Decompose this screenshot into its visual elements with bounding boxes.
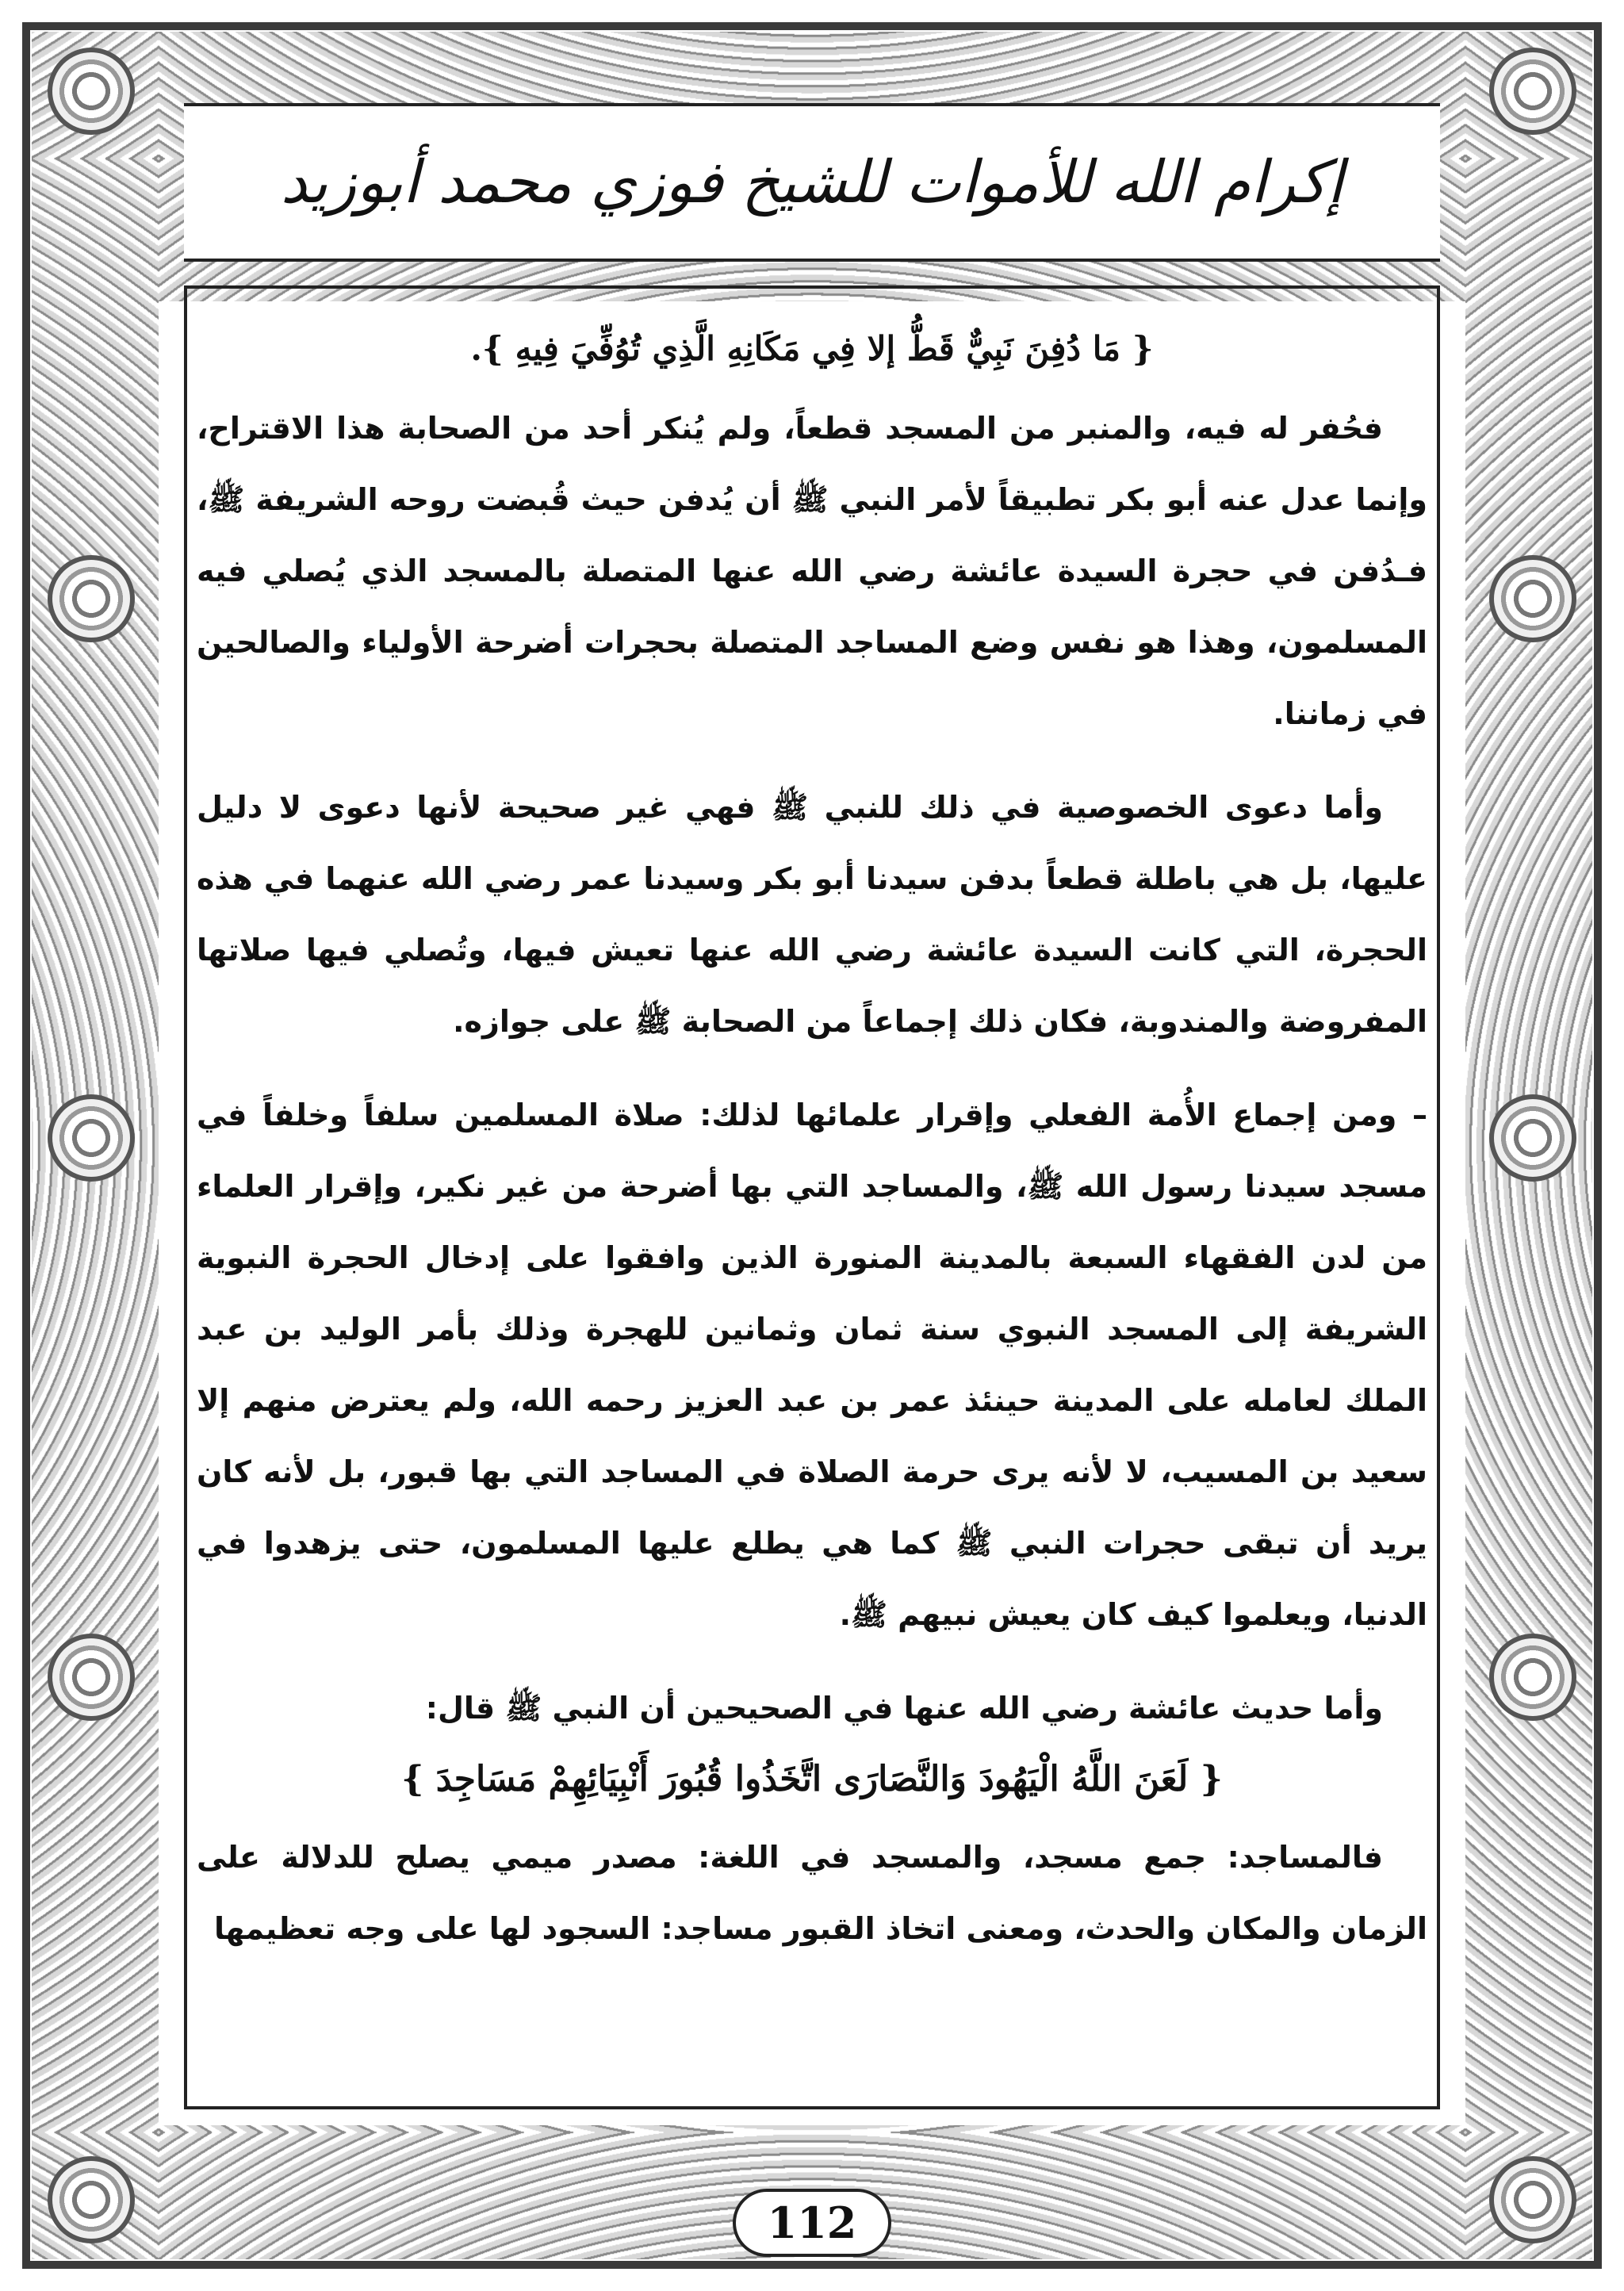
page-number-badge [733,2189,891,2257]
side-rosette-icon [48,555,135,642]
side-rosette-icon [1489,1094,1576,1182]
hadith-quote: { لَعَنَ اللَّهُ الْيَهُودَ وَالنَّصَارَى اتَّخَذُوا قُبُورَ أَنْبِيَائِهِمْ مَسَاجِدَ } [401,1759,1223,1799]
hadith-quote: { مَا دُفِنَ نَبِيٌّ قَطُّ إلا فِي مَكَانِهِ الَّذِي تُوُفِّيَ فِيهِ }. [470,329,1154,368]
paragraph: – ومن إجماع الأُمة الفعلي وإقرار علمائها لذلك: صلاة المسلمين سلفاً وخلفاً في مسجد سيدنا رسول الله ﷺ، والمساجد التي بها أضرحة من غير نكير، وإقرار العلماء من لدن الفقهاء السبعة بالمدينة المنورة الذين وافقوا على إدخال الحجرة النبوية الشريفة إلى المسجد النبوي سنة ثمان وثمانين للهجرة وذلك بأمر الوليد بن عبد الملك لعامله على المدينة حينئذ عمر بن عبد العزيز رحمه الله، ولم يعترض منهم إلا سعيد بن المسيب، لا لأنه يرى حرمة الصلاة في المساجد التي بها قبور، بل لأنه كان يريد أن تبقى حجرات النبي ﷺ كما هي يطلع عليها المسلمون، حتى يزهدوا في الدنيا، ويعلموا كيف كان يعيش نبيهم ﷺ. [197,1098,1427,1632]
side-rosette-icon [48,1094,135,1182]
corner-rosette-icon [1489,2156,1576,2243]
corner-rosette-icon [48,48,135,135]
paragraph: فحُفر له فيه، والمنبر من المسجد قطعاً، ولم يُنكر أحد من الصحابة هذا الاقتراح، وإنما عدل عنه أبو بكر تطبيقاً لأمر النبي ﷺ أن يُدفن حيث قُبضت روحه الشريفة ﷺ، فـدُفن في حجرة السيدة عائشة رضي الله عنها المتصلة بالمسجد الذي يُصلي فيه المسلمون، وهذا هو نفس وضع المساجد المتصلة بحجرات أضرحة الأولياء والصالحين في زماننا. [197,411,1427,731]
paragraph: وأما دعوى الخصوصية في ذلك للنبي ﷺ فهي غير صحيحة لأنها دعوى لا دليل عليها، بل هي باطلة قطعاً بدفن سيدنا أبو بكر وسيدنا عمر رضي الله عنهما في هذه الحجرة، التي كانت السيدة عائشة رضي الله عنها تعيش فيها، وتُصلي فيها صلاتها المفروضة والمندوبة، فكان ذلك إجماعاً من الصحابة ﷺ على جوازه. [197,790,1427,1039]
side-rosette-icon [1489,555,1576,642]
paragraph: فالمساجد: جمع مسجد، والمسجد في اللغة: مصدر ميمي يصلح للدلالة على الزمان والمكان والحدث، ومعنى اتخاذ القبور مساجد: السجود لها على وجه تعظيمها [197,1840,1427,1946]
paragraph: وأما حديث عائشة رضي الله عنها في الصحيحين أن النبي ﷺ قال: [425,1691,1383,1726]
page-title: إكرام الله للأموات للشيخ فوزي محمد أبوزيد [280,148,1344,216]
side-rosette-icon [1489,1634,1576,1721]
corner-rosette-icon [1489,48,1576,135]
corner-rosette-icon [48,2156,135,2243]
side-rosette-icon [48,1634,135,1721]
header-banner [184,103,1440,262]
main-text [197,313,1427,1986]
page-number: 112 [767,2197,857,2248]
